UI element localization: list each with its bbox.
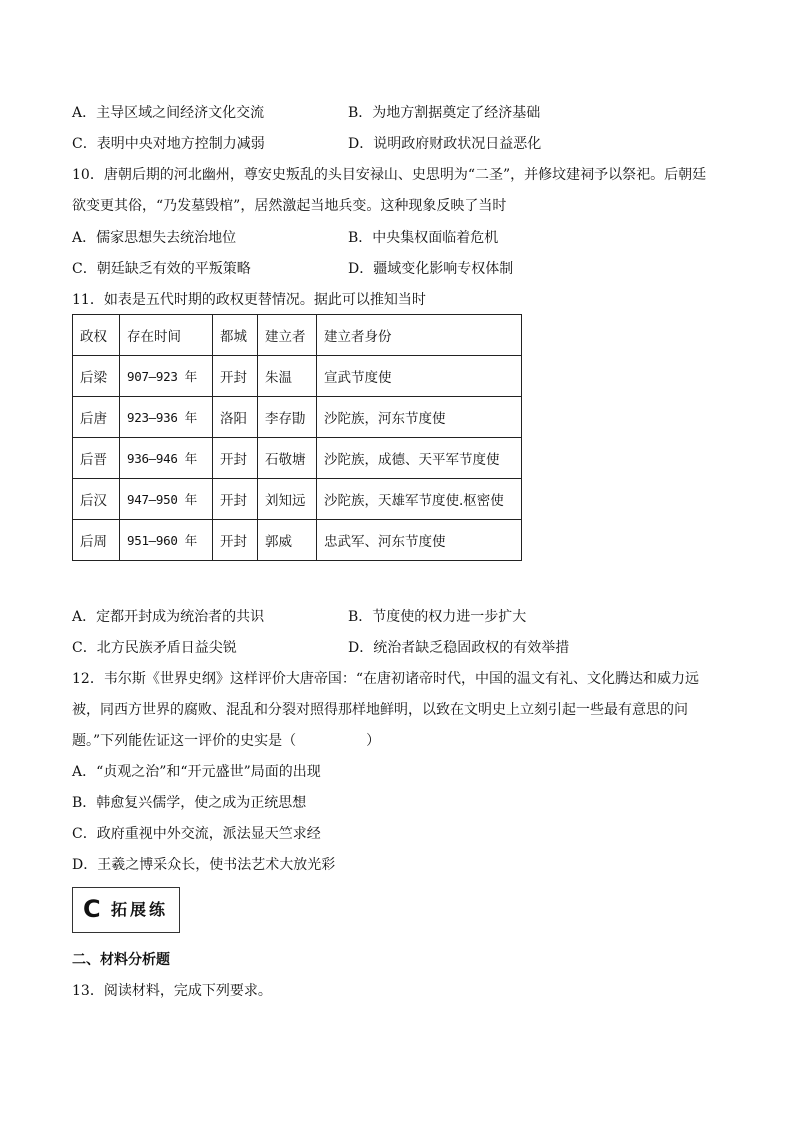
table-cell: 后晋 <box>73 438 120 479</box>
q11-stem: 11．如表是五代时期的政权更替情况。据此可以推知当时 <box>72 292 426 308</box>
table-cell: 947—950 年 <box>120 479 213 520</box>
table-cell: 朱温 <box>258 356 317 397</box>
q10-option-b: B．中央集权面临着危机 <box>348 230 499 246</box>
table-row <box>73 356 522 397</box>
table-cell: 936—946 年 <box>120 438 213 479</box>
table-cell: 后唐 <box>73 397 120 438</box>
q9-option-d: D．说明政府财政状况日益恶化 <box>348 136 542 152</box>
table-cell: 开封 <box>213 520 258 561</box>
q12-stem-line2: 被，同西方世界的腐败、混乱和分裂对照得那样地鲜明，以致在文明史上立刻引起一些最有意思的问 <box>72 702 688 718</box>
q9-option-c: C．表明中央对地方控制力减弱 <box>72 136 265 152</box>
table-row <box>73 520 522 561</box>
q10-stem-line2: 欲变更其俗，“乃发墓毁棺”，居然激起当地兵变。这种现象反映了当时 <box>72 198 507 214</box>
table-header-cell: 建立者 <box>258 315 317 356</box>
table-cell: 李存勖 <box>258 397 317 438</box>
table-row <box>73 397 522 438</box>
table-cell: 后周 <box>73 520 120 561</box>
q11-option-d: D．统治者缺乏稳固政权的有效举措 <box>348 640 570 656</box>
table-cell: 后汉 <box>73 479 120 520</box>
section-heading: 二、材料分析题 <box>72 952 170 968</box>
q9-option-b: B．为地方割据奠定了经济基础 <box>348 105 541 121</box>
q12-stem-line3: 题。”下列能佐证这一评价的史实是（ ） <box>72 733 381 749</box>
table-cell: 951—960 年 <box>120 520 213 561</box>
table-cell: 刘知远 <box>258 479 317 520</box>
q11-option-a: A．定都开封成为统治者的共识 <box>72 609 265 625</box>
q10-option-c: C．朝廷缺乏有效的平叛策略 <box>72 261 251 277</box>
table-cell: 忠武军、河东节度使 <box>317 520 522 561</box>
table-cell: 907—923 年 <box>120 356 213 397</box>
table-cell: 沙陀族，天雄军节度使.枢密使 <box>317 479 522 520</box>
q10-option-a: A．儒家思想失去统治地位 <box>72 230 237 246</box>
table-header-cell: 存在时间 <box>120 315 213 356</box>
table-cell: 郭威 <box>258 520 317 561</box>
table-header-cell: 政权 <box>73 315 120 356</box>
q12-stem-line1: 12．韦尔斯《世界史纲》这样评价大唐帝国：“在唐初诸帝时代，中国的温文有礼、文化腾达和威力远 <box>72 671 699 687</box>
regime-table <box>72 314 522 561</box>
q12-option-a: A．“贞观之治”和“开元盛世”局面的出现 <box>72 764 321 780</box>
table-cell: 开封 <box>213 356 258 397</box>
q9-option-a: A．主导区域之间经济文化交流 <box>72 105 265 121</box>
table-cell: 开封 <box>213 438 258 479</box>
q12-option-c: C．政府重视中外交流，派法显天竺求经 <box>72 826 321 842</box>
q10-option-d: D．疆域变化影响专权体制 <box>348 261 514 277</box>
table-cell: 沙陀族，河东节度使 <box>317 397 522 438</box>
q12-option-b: B．韩愈复兴儒学，使之成为正统思想 <box>72 795 307 811</box>
table-header-row <box>73 315 522 356</box>
table-cell: 沙陀族，成德、天平军节度使 <box>317 438 522 479</box>
q13-stem: 13．阅读材料，完成下列要求。 <box>72 983 272 999</box>
table-cell: 后梁 <box>73 356 120 397</box>
extension-letter: C <box>83 895 101 923</box>
table-cell: 923—936 年 <box>120 397 213 438</box>
table-header-cell: 建立者身份 <box>317 315 522 356</box>
table-header-cell: 都城 <box>213 315 258 356</box>
q10-stem-line1: 10．唐朝后期的河北幽州，尊安史叛乱的头目安禄山、史思明为“二圣”，并修坟建祠予以祭祀。后朝廷 <box>72 167 707 183</box>
table-row <box>73 479 522 520</box>
table-row <box>73 438 522 479</box>
extension-label: 拓展练 <box>111 900 169 919</box>
table-cell: 宣武节度使 <box>317 356 522 397</box>
q11-option-b: B．节度使的权力进一步扩大 <box>348 609 527 625</box>
q12-option-d: D．王羲之博采众长，使书法艺术大放光彩 <box>72 857 336 873</box>
table-cell: 洛阳 <box>213 397 258 438</box>
extension-practice-box <box>72 887 180 933</box>
table-cell: 开封 <box>213 479 258 520</box>
table-cell: 石敬塘 <box>258 438 317 479</box>
q11-option-c: C．北方民族矛盾日益尖锐 <box>72 640 237 656</box>
